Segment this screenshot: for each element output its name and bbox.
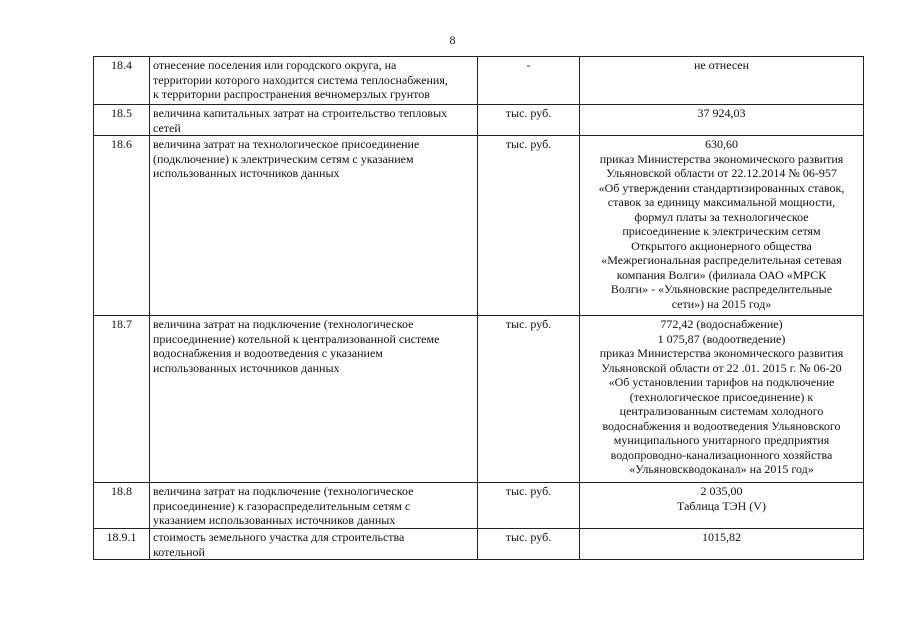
description-line: присоединение) к газораспределительным сетям с [153,498,411,513]
value-line: приказ Министерства экономического развития [599,346,844,360]
table-row [94,57,864,105]
value-line: муниципального унитарного предприятия [613,433,830,447]
row-value [580,529,864,560]
row-unit: тыс. руб. [478,136,580,316]
value-line: 1 075,87 (водоотведение) [657,331,786,346]
value-line: приказ Министерства экономического развития [599,151,844,166]
description-line: сетей [153,120,181,135]
table-row [94,105,864,136]
value-line: Открытого акционерного общества [631,238,812,253]
row-unit: тыс. руб. [478,105,580,136]
value-line: Ульяновской области от 22.12.2014 № 06-957 [606,166,837,180]
row-number: 18.4 [94,57,150,105]
row-value [580,57,864,105]
value-line: (технологическое присоединение) к [629,389,814,404]
value-line: «Ульяновскводоканал» на 2015 год» [629,462,814,476]
value-line: формул платы за технологическое [634,209,809,224]
row-description [150,529,478,560]
row-value [580,105,864,136]
description-line: величина затрат на технологическое присоединение [153,137,420,151]
row-unit: тыс. руб. [478,483,580,529]
description-line: указанием использованных источников данных [153,513,396,527]
description-line: стоимость земельного участка для строительства [153,530,405,544]
value-line: Волги» - «Ульяновские распределительные [610,282,833,296]
value-line: «Об утверждении стандартизированных ставок, [598,180,845,195]
description-line: водоснабжения и водоотведения с указанием [153,346,383,360]
description-line: использованных источников данных [153,360,340,375]
row-number: 18.6 [94,136,150,316]
page-number: 8 [449,33,456,47]
value-line: «Межрегиональная распределительная сетевая [601,253,842,267]
description-line: котельной [153,544,205,559]
description-line: (подключение) к электрическим сетям с указанием [153,151,414,166]
value-line: Таблица ТЭН (V) [677,498,766,513]
value-line: ставок за единицу максимальной мощности, [607,195,836,209]
row-value [580,136,864,316]
description-line: территории которого находится система теплоснабжения, [153,72,448,87]
description-line: присоединение) котельной к централизованной системе [153,331,440,346]
value-line: не отнесен [693,58,750,72]
row-number: 18.5 [94,105,150,136]
value-line: компания Волги» (филиала ОАО «МРСК [616,267,827,282]
description-line: величина капитальных затрат на строительство тепловых [153,106,448,120]
value-line: «Об установлении тарифов на подключение [608,375,835,389]
row-value [580,483,864,529]
row-description [150,136,478,316]
row-unit: тыс. руб. [478,316,580,483]
value-line: 37 924,03 [697,106,746,120]
description-line: к территории распространения вечномерзлых грунтов [153,87,430,101]
indicators-table [93,56,864,560]
row-number: 18.7 [94,316,150,483]
description-line: использованных источников данных [153,166,340,180]
row-description [150,105,478,136]
value-line: 2 035,00 [700,484,743,498]
row-unit: - [478,57,580,105]
description-line: отнесение поселения или городского округа, на [153,58,397,72]
value-line: Ульяновской области от 22 .01. 2015 г. № 06-20 [601,360,842,375]
row-unit: тыс. руб. [478,529,580,560]
table-row [94,483,864,529]
table-row [94,529,864,560]
value-line: водоснабжения и водоотведения Ульяновского [602,418,841,433]
description-line: величина затрат на подключение (технологическое [153,484,414,498]
table-row [94,136,864,316]
description-line: величина затрат на подключение (технологическое [153,317,414,331]
value-line: присоединение к электрическим сетям [622,224,821,238]
value-line: централизованным системам холодного [619,404,824,418]
row-description [150,483,478,529]
row-description [150,316,478,483]
value-line: 772,42 (водоснабжение) [660,317,783,331]
value-line: сети») на 2015 год» [671,296,772,311]
row-value [580,316,864,483]
value-line: водопроводно-канализационного хозяйства [610,447,833,462]
table-row [94,316,864,483]
row-description [150,57,478,105]
value-line: 1015,82 [702,530,741,544]
row-number: 18.8 [94,483,150,529]
row-number: 18.9.1 [94,529,150,560]
value-line: 630,60 [705,137,738,151]
